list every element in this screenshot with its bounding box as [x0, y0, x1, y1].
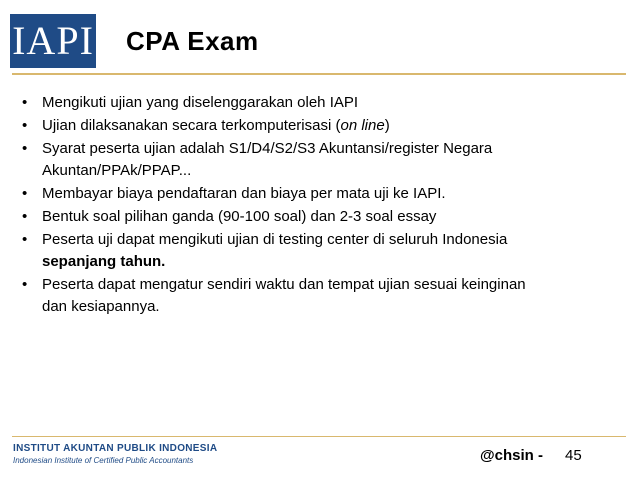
bullet-text: )	[384, 117, 390, 134]
bullet-text: Peserta dapat mengatur sendiri waktu dan tempat ujian sesuai keinginan	[42, 276, 526, 293]
bullet-text: dan kesiapannya.	[42, 298, 160, 315]
bullet-dot: •	[22, 185, 28, 202]
page-number: 45	[565, 447, 582, 464]
bullet-dot: •	[22, 276, 28, 293]
footer-org-name: INSTITUT AKUNTAN PUBLIK INDONESIA	[13, 443, 218, 454]
header-divider	[12, 73, 626, 75]
bullet-text: Membayar biaya pendaftaran dan biaya per mata uji ke IAPI.	[42, 185, 446, 202]
slide-title: CPA Exam	[126, 26, 259, 56]
footer-divider	[12, 436, 626, 437]
bullet-dot: •	[22, 94, 28, 111]
bullet-dot: •	[22, 140, 28, 157]
bullet-item	[22, 138, 622, 182]
footer-credit: @chsin -	[480, 447, 543, 464]
bullet-item	[22, 92, 622, 114]
bullet-text-italic: on line	[340, 117, 385, 134]
bullet-text: Peserta uji dapat mengikuti ujian di testing center di seluruh Indonesia	[42, 231, 508, 248]
bullet-dot: •	[22, 231, 28, 248]
bullet-item	[22, 115, 622, 137]
bullet-text: Bentuk soal pilihan ganda (90-100 soal) dan 2-3 soal essay	[42, 208, 437, 225]
bullet-item	[22, 183, 622, 205]
bullet-item	[22, 206, 622, 228]
bullet-item	[22, 229, 622, 273]
bullet-text: Ujian dilaksanakan secara terkomputerisasi (	[42, 117, 341, 134]
bullet-list	[22, 92, 622, 319]
bullet-text-bold: sepanjang tahun.	[42, 253, 166, 270]
bullet-text: Mengikuti ujian yang diselenggarakan oleh IAPI	[42, 94, 359, 111]
bullet-dot: •	[22, 117, 28, 134]
footer-org-subtitle: Indonesian Institute of Certified Public Accountants	[13, 456, 194, 465]
bullet-item	[22, 274, 622, 318]
bullet-text: Syarat peserta ujian adalah S1/D4/S2/S3 Akuntansi/register Negara	[42, 140, 493, 157]
bullet-dot: •	[22, 208, 28, 225]
bullet-text: Akuntan/PPAk/PPAP...	[42, 162, 192, 179]
logo: IAPI	[10, 14, 96, 68]
